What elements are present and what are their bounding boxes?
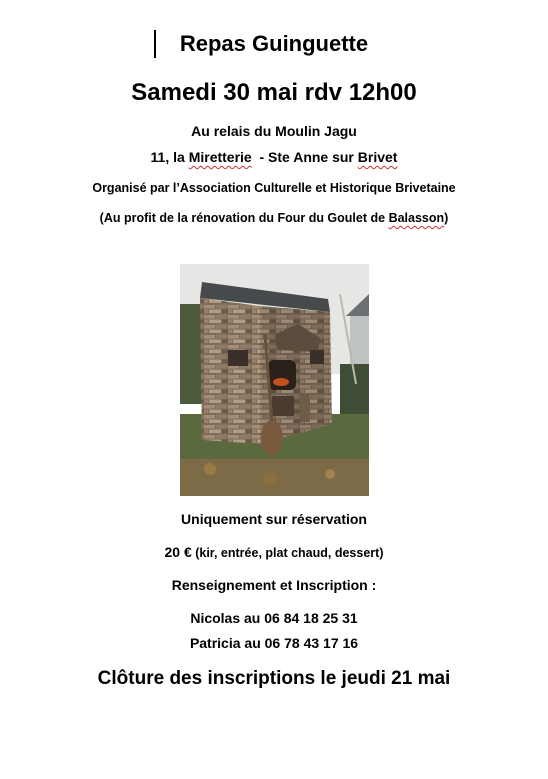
oven-vent <box>228 350 248 366</box>
oven-vent-right <box>310 350 324 364</box>
contact-nicolas: Nicolas au 06 84 18 25 31 <box>190 610 358 626</box>
oven-left-wall <box>200 298 260 444</box>
address-middle: - Ste Anne sur <box>251 149 358 165</box>
bread-oven-photo <box>180 264 369 496</box>
price-details: (kir, entrée, plat chaud, dessert) <box>191 546 384 560</box>
purpose-place: Balasson <box>388 211 445 225</box>
address-town: Brivet <box>357 149 398 165</box>
price-line <box>0 544 548 562</box>
registration-deadline: Clôture des inscriptions le jeudi 21 mai <box>97 668 451 689</box>
address-street: Miretterie <box>188 149 252 165</box>
purpose-line <box>0 211 548 225</box>
oven-fire <box>273 378 289 386</box>
flyer-title: Repas Guinguette <box>179 31 369 56</box>
contact-patricia: Patricia au 06 78 43 17 16 <box>189 635 359 651</box>
peel-blade <box>261 420 283 456</box>
purpose-prefix: (Au profit de la rénovation du Four du Goulet de <box>99 211 389 225</box>
venue-address <box>0 149 548 165</box>
event-date: Samedi 30 mai rdv 12h00 <box>131 79 417 106</box>
price-amount: 20 € <box>164 544 192 560</box>
venue-name: Au relais du Moulin Jagu <box>191 123 357 139</box>
organizer-line: Organisé par l’Association Culturelle et Historique Brivetaine <box>92 181 456 195</box>
oven-hatch <box>272 396 294 416</box>
contact-heading: Renseignement et Inscription : <box>171 577 377 593</box>
address-prefix: 11, la <box>150 149 189 165</box>
wood-plank <box>300 394 310 422</box>
reservation-note: Uniquement sur réservation <box>181 511 367 527</box>
purpose-suffix: ) <box>444 211 449 225</box>
